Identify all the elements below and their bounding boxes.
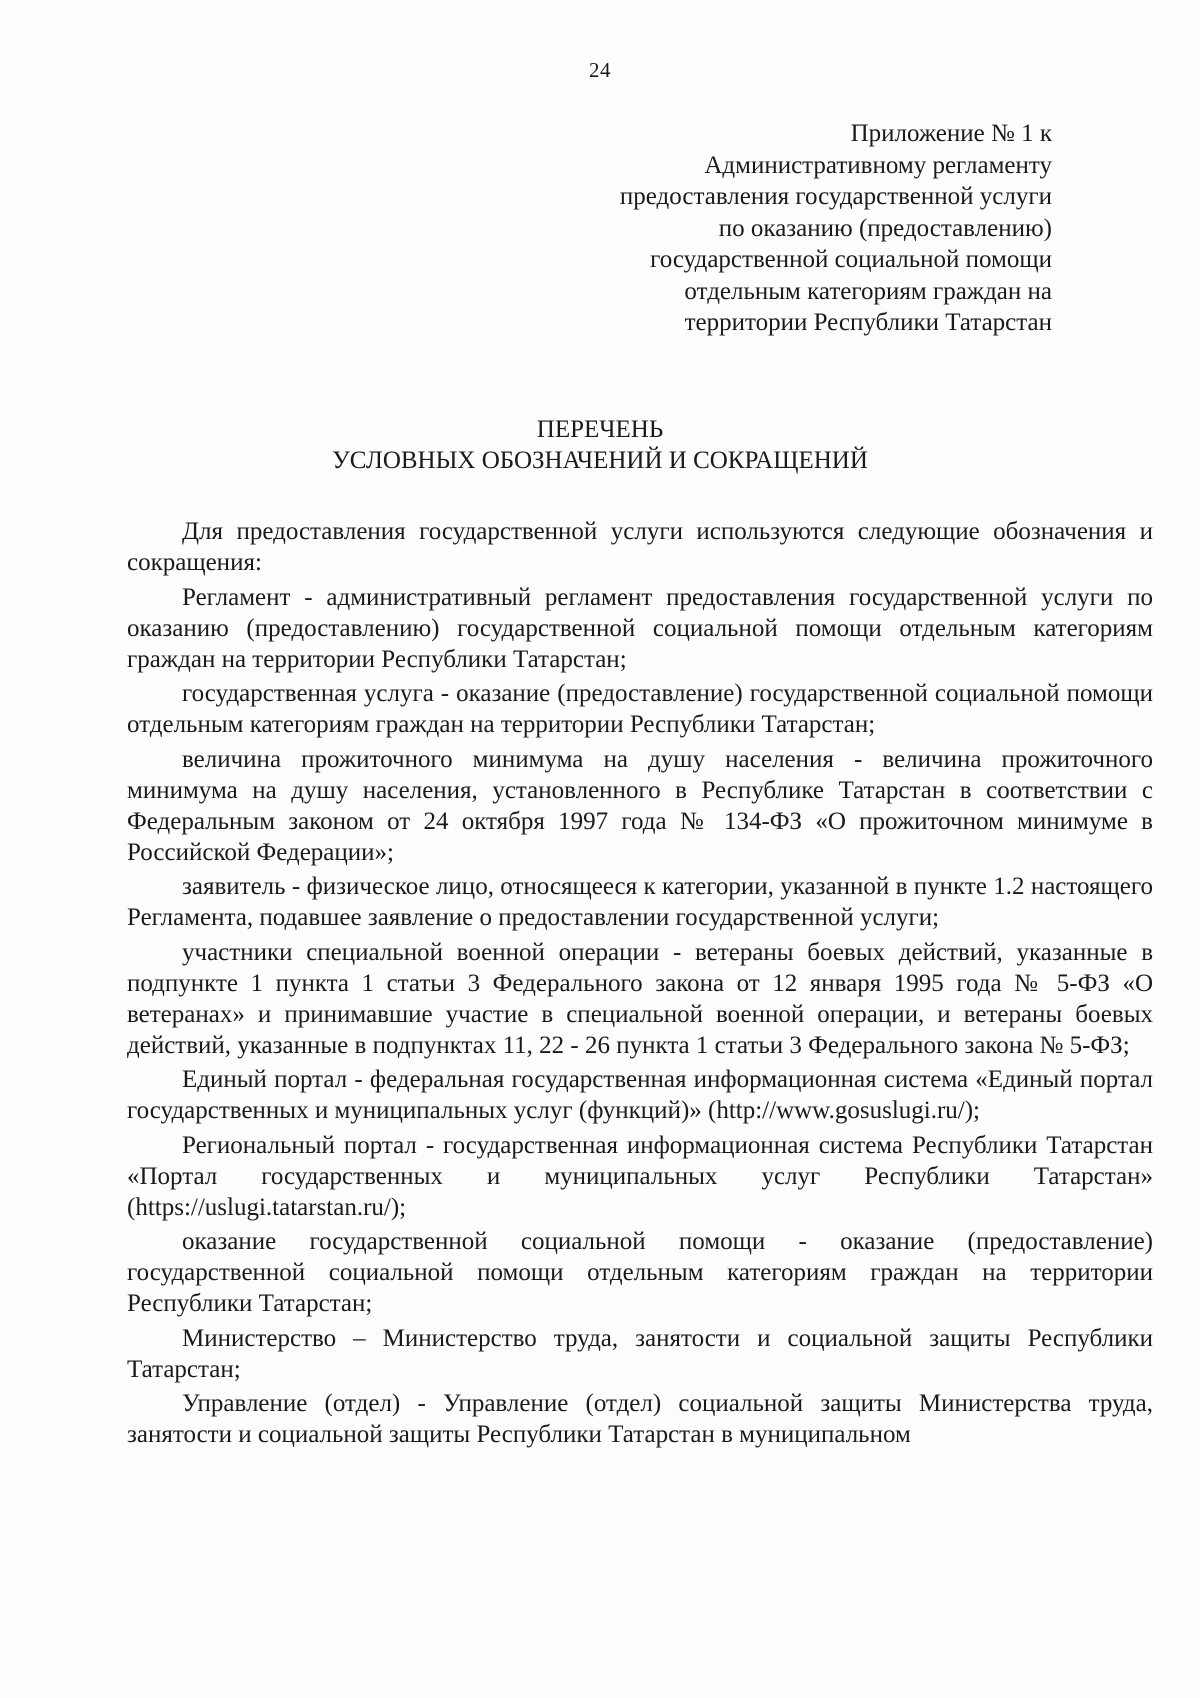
paragraph-definition: Единый портал - федеральная государственная информационная система «Единый портал государственных и муниципальных услуг (функций)» (http://www.gosuslugi.ru/);	[127, 1066, 1153, 1124]
paragraph-definition: Управление (отдел) - Управление (отдел) социальной защиты Министерства труда, занятости и социальной защиты Республики Татарстан в муниципальном	[127, 1390, 1153, 1448]
paragraph-definition: величина прожиточного минимума на душу населения - величина прожиточного минимума на душу населения, установленного в Республике Татарстан в соответствии с Федеральным законом от 24 октября 1997 года № 134-ФЗ «О прожиточном минимуме в Российской Федерации»;	[127, 745, 1153, 866]
paragraph-intro: Для предоставления государственной услуги используются следующие обозначения и сокращения:	[127, 518, 1153, 576]
appendix-line: отдельным категориям граждан на	[684, 277, 1052, 305]
page-number: 24	[589, 58, 611, 82]
appendix-line: по оказанию (предоставлению)	[718, 214, 1052, 242]
paragraph-definition: оказание государственной социальной помощи - оказание (предоставление) государственной социальной помощи отдельным категориям граждан на территории Республики Татарстан;	[127, 1228, 1153, 1317]
title-line-2: УСЛОВНЫХ ОБОЗНАЧЕНИЙ И СОКРАЩЕНИЙ	[332, 447, 868, 474]
appendix-header	[620, 118, 1052, 339]
title-line-1: ПЕРЕЧЕНЬ	[536, 416, 664, 443]
appendix-line: территории Республики Татарстан	[684, 309, 1052, 336]
appendix-line: предоставления государственной услуги	[619, 183, 1052, 210]
paragraph-definition: заявитель - физическое лицо, относящееся к категории, указанной в пункте 1.2 настоящего Регламента, подавшее заявление о предоставлении государственной услуги;	[127, 873, 1153, 931]
document-title	[0, 414, 1200, 476]
paragraph-definition: участники специальной военной операции - ветераны боевых действий, указанные в подпункте 1 пункта 1 статьи 3 Федерального закона от 12 января 1995 года № 5-ФЗ «О ветеранах» и принимавшие участие в специальной военной операции, и ветераны боевых действий, указанные в подпунктах 11, 22 - 26 пункта 1 статьи 3 Федерального закона № 5-ФЗ;	[127, 938, 1153, 1059]
document-body	[127, 516, 1153, 1454]
paragraph-definition: Министерство – Министерство труда, занятости и социальной защиты Республики Татарстан;	[127, 1324, 1153, 1383]
appendix-line: Административному регламенту	[704, 151, 1052, 179]
paragraph-definition: Регламент - административный регламент предоставления государственной услуги по оказанию (предоставлению) государственной социальной помощи отдельным категориям граждан на территории Республики Татарстан;	[127, 583, 1153, 673]
appendix-line: Приложение № 1 к	[850, 120, 1052, 147]
paragraph-definition: государственная услуга - оказание (предоставление) государственной социальной помощи отдельным категориям граждан на территории Республики Татарстан;	[127, 680, 1153, 738]
appendix-line: государственной социальной помощи	[650, 246, 1052, 273]
paragraph-definition: Региональный портал - государственная информационная система Республики Татарстан «Портал государственных и муниципальных услуг Республики Татарстан» (https://uslugi.tatarstan.ru/);	[127, 1131, 1153, 1221]
